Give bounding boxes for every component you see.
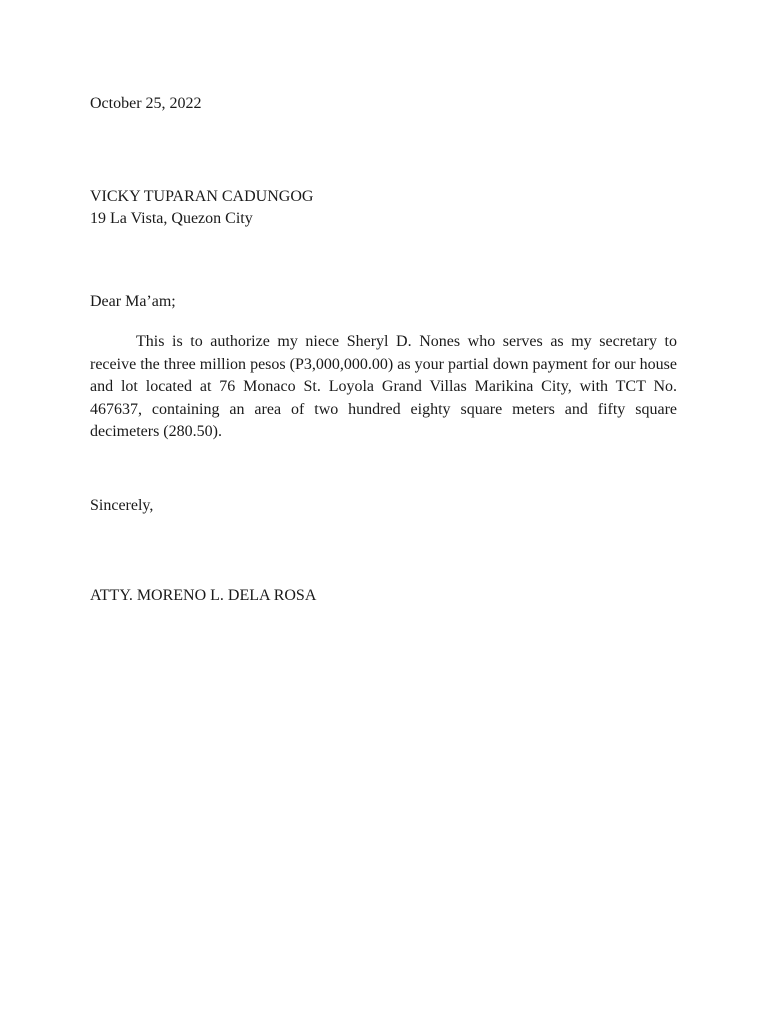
recipient-address: 19 La Vista, Quezon City [90,210,253,227]
recipient-name: VICKY TUPARAN CADUNGOG [90,188,314,205]
letter-date: October 25, 2022 [90,95,202,112]
signatory-name: ATTY. MORENO L. DELA ROSA [90,587,317,604]
body-paragraph: This is to authorize my niece Sheryl D. Nones who serves as my secretary to receive the three million pesos (P3,000,000.00) as your partial down payment for our house and lot located at 76 Monaco St. Loyola Grand Villas Marikina City, with TCT No. 467637, containing an area of two hundred eighty square meters and fifty square decimeters (280.50). [90,333,677,440]
closing: Sincerely, [90,497,154,514]
salutation: Dear Ma’am; [90,293,176,310]
